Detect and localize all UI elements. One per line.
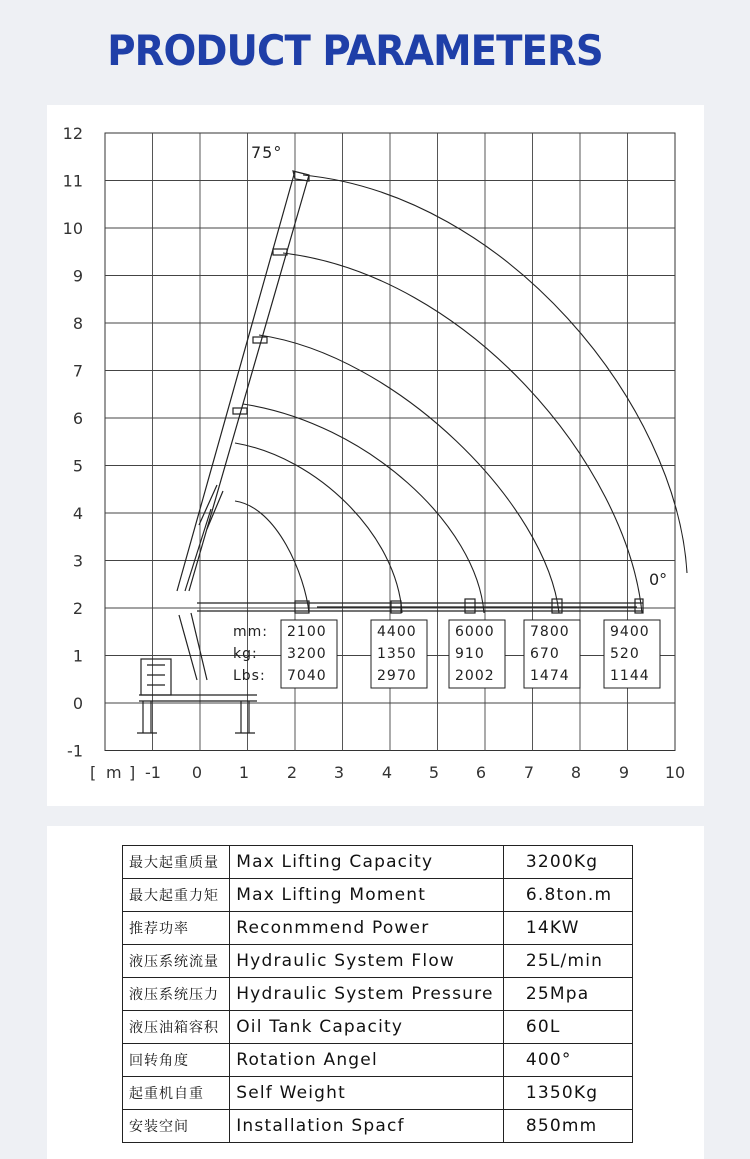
load-chart-panel (47, 105, 704, 806)
x-tick-label: 8 (570, 763, 582, 782)
load-value-mm: 7800 (530, 624, 570, 640)
boom-cylinder (199, 485, 223, 529)
load-value-mm: 9400 (610, 624, 650, 640)
crane-column (179, 613, 207, 680)
parameter-row (123, 912, 633, 945)
y-tick-label: 11 (62, 171, 83, 191)
parameters-table (122, 845, 633, 1143)
y-tick-label: -1 (67, 741, 83, 761)
parameter-row (123, 945, 633, 978)
load-table (233, 620, 660, 688)
parameter-name-cn: 最大起重质量 (123, 846, 230, 879)
parameter-value: 6.8ton.m (503, 879, 632, 912)
x-tick-label: 2 (286, 763, 298, 782)
angle-label-75: 75° (251, 143, 283, 162)
y-tick-label: 12 (62, 124, 83, 143)
load-value-kg: 910 (455, 646, 485, 662)
range-arc-5 (283, 253, 642, 613)
parameter-value: 3200Kg (503, 846, 632, 879)
load-column (449, 620, 505, 688)
load-label-lbs: Lbs: (233, 668, 266, 684)
svg-text:m: m (106, 763, 122, 782)
parameter-name-en: Installation Spacf (230, 1110, 504, 1143)
horizontal-boom (197, 603, 643, 611)
svg-text:]: ] (129, 763, 136, 782)
load-column (281, 620, 337, 688)
load-value-lbs: 2970 (377, 668, 417, 684)
y-tick-label: 9 (72, 266, 83, 286)
tank-detail (147, 665, 165, 685)
range-arc-3 (243, 404, 484, 613)
load-row-labels (233, 624, 268, 684)
x-tick-label: -1 (145, 763, 161, 782)
boom-outer-line (177, 171, 295, 591)
parameter-name-cn: 推荐功率 (123, 912, 230, 945)
parameter-name-en: Rotation Angel (230, 1044, 504, 1077)
y-tick-label: 10 (62, 219, 83, 238)
load-label-kg: kg: (233, 646, 258, 662)
load-value-kg: 1350 (377, 646, 417, 662)
y-axis-ticks (63, 124, 83, 761)
x-tick-label: 9 (618, 763, 630, 782)
y-tick-label: 4 (72, 504, 83, 523)
y-tick-label: 6 (72, 409, 83, 428)
parameter-name-en: Reconmmend Power (230, 912, 504, 945)
boom-joint (273, 249, 287, 255)
load-value-kg: 520 (610, 646, 640, 662)
load-value-mm: 4400 (377, 624, 417, 640)
parameter-value: 850mm (503, 1110, 632, 1143)
parameter-row (123, 1077, 633, 1110)
parameter-name-cn: 液压系统流量 (123, 945, 230, 978)
y-tick-label: 2 (72, 599, 83, 618)
parameter-name-cn: 起重机自重 (123, 1077, 230, 1110)
parameter-row (123, 1011, 633, 1044)
parameter-name-en: Max Lifting Capacity (230, 846, 504, 879)
working-range-arcs (235, 175, 687, 613)
x-tick-label: 6 (475, 763, 487, 782)
y-tick-label: 0 (72, 694, 83, 713)
parameter-name-en: Max Lifting Moment (230, 879, 504, 912)
load-value-kg: 670 (530, 646, 560, 662)
x-unit-label (90, 763, 135, 782)
range-arc-2 (235, 443, 402, 613)
load-value-lbs: 1474 (530, 668, 570, 684)
page-title: PRODUCT PARAMETERS (107, 26, 603, 75)
parameter-name-en: Oil Tank Capacity (230, 1011, 504, 1044)
parameter-row (123, 879, 633, 912)
range-arc-1 (235, 501, 309, 613)
range-arc-4 (259, 335, 559, 613)
parameter-row (123, 1044, 633, 1077)
angle-label-0: 0° (649, 570, 668, 589)
load-value-kg: 3200 (287, 646, 327, 662)
parameter-value: 25Mpa (503, 978, 632, 1011)
parameter-value: 60L (503, 1011, 632, 1044)
x-tick-label: 4 (381, 763, 393, 782)
parameter-row (123, 978, 633, 1011)
parameter-name-cn: 最大起重力矩 (123, 879, 230, 912)
svg-text:[: [ (90, 763, 97, 782)
x-tick-label: 5 (428, 763, 440, 782)
load-value-lbs: 1144 (610, 668, 650, 684)
crane-base-beam (139, 695, 257, 701)
parameter-value: 1350Kg (503, 1077, 632, 1110)
parameter-value: 25L/min (503, 945, 632, 978)
load-value-mm: 2100 (287, 624, 327, 640)
boom-joint (253, 337, 267, 343)
parameter-name-cn: 液压油箱容积 (123, 1011, 230, 1044)
parameter-value: 14KW (503, 912, 632, 945)
y-tick-label: 5 (72, 456, 83, 476)
load-column (524, 620, 580, 688)
load-value-lbs: 2002 (455, 668, 495, 684)
x-tick-label: 3 (333, 763, 345, 782)
load-column (371, 620, 427, 688)
y-tick-label: 8 (72, 314, 83, 333)
parameter-name-en: Hydraulic System Flow (230, 945, 504, 978)
x-tick-label: 7 (523, 763, 535, 782)
parameter-name-cn: 安装空间 (123, 1110, 230, 1143)
load-column (604, 620, 660, 688)
y-tick-label: 3 (72, 551, 83, 571)
load-value-mm: 6000 (455, 624, 495, 640)
outrigger-left (143, 701, 151, 733)
y-tick-label: 7 (72, 361, 83, 381)
load-value-lbs: 7040 (287, 668, 327, 684)
x-tick-label: 1 (238, 763, 250, 782)
y-tick-label: 1 (72, 646, 83, 666)
x-tick-label: 0 (191, 763, 203, 782)
x-axis-ticks (145, 763, 685, 782)
parameter-row (123, 1110, 633, 1143)
load-chart (47, 105, 704, 806)
parameter-name-en: Hydraulic System Pressure (230, 978, 504, 1011)
parameter-row (123, 846, 633, 879)
x-tick-label: 10 (664, 763, 686, 782)
parameter-name-cn: 液压系统压力 (123, 978, 230, 1011)
parameter-value: 400° (503, 1044, 632, 1077)
parameters-panel (47, 826, 704, 1159)
parameter-name-en: Self Weight (230, 1077, 504, 1110)
parameter-name-cn: 回转角度 (123, 1044, 230, 1077)
load-label-mm: mm: (233, 624, 268, 640)
